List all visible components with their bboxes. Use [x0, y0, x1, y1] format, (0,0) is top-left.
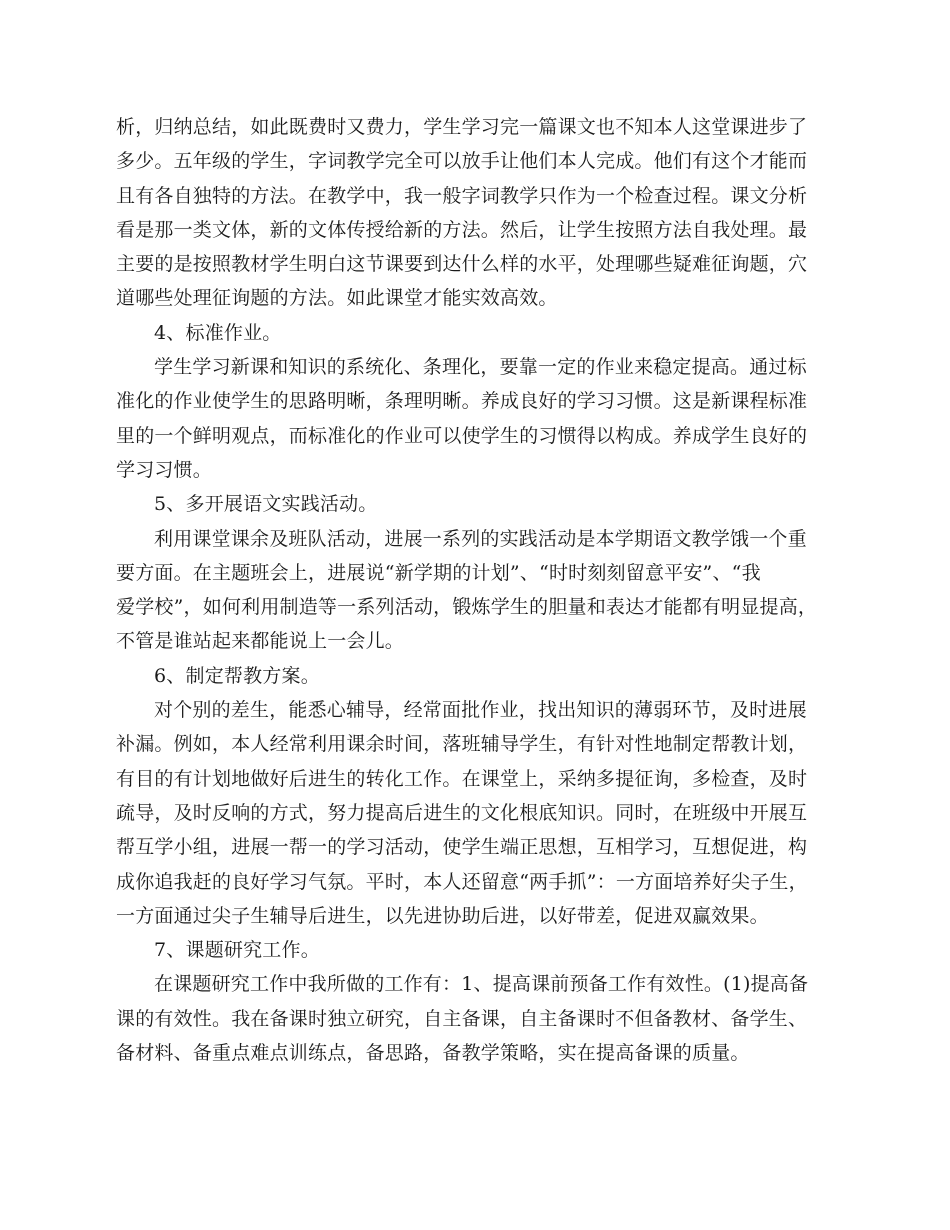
text-line: 道哪些处理征询题的方法。如此课堂才能实效高效。 — [116, 287, 558, 310]
section-heading: 7、课题研究工作。 — [154, 939, 320, 962]
text-line: 备材料、备重点难点训练点，备思路，备教学策略，实在提高备课的质量。 — [116, 1042, 750, 1065]
text-line: 一方面通过尖子生辅导后进生，以先进协助后进，以好带差，促进双赢效果。 — [116, 904, 769, 927]
section-heading: 4、标准作业。 — [154, 321, 282, 344]
text-line: 学生学习新课和知识的系统化、条理化，要靠一定的作业来稳定提高。通过标 — [154, 356, 807, 379]
text-line: 看是那一类文体，新的文体传授给新的方法。然后，让学生按照方法自我处理。最 — [116, 218, 808, 241]
text-line: 主要的是按照教材学生明白这节课要到达什么样的水平，处理哪些疑难征询题，穴 — [116, 253, 808, 276]
text-line: 爱学校”，如何利用制造等一系列活动，锻炼学生的胆量和表达才能都有明显提高， — [116, 596, 818, 619]
text-line: 析，归纳总结，如此既费时又费力，学生学习完一篇课文也不知本人这堂课进步了 — [116, 116, 808, 138]
text-line: 在课题研究工作中我所做的工作有：1、提高课前预备工作有效性。(1)提高备 — [154, 973, 809, 996]
text-line: 利用课堂课余及班队活动，进展一系列的实践活动是本学期语文教学饿一个重 — [154, 527, 807, 550]
text-line: 里的一个鲜明观点，而标准化的作业可以使学生的习惯得以构成。养成学生良好的 — [116, 424, 808, 447]
text-line: 多少。五年级的学生，字词教学完全可以放手让他们本人完成。他们有这个才能而 — [116, 150, 808, 173]
section-heading: 5、多开展语文实践活动。 — [154, 493, 378, 516]
document-body — [116, 110, 832, 1070]
text-line: 不管是谁站起来都能说上一会儿。 — [116, 630, 405, 653]
text-line: 准化的作业使学生的思路明晰，条理明晰。养成良好的学习习惯。这是新课程标准 — [116, 390, 808, 413]
text-line: 疏导，及时反响的方式，努力提高后进生的文化根底知识。同时，在班级中开展互 — [116, 801, 808, 824]
text-line: 课的有效性。我在备课时独立研究，自主备课，自主备课时不但备教材、备学生、 — [116, 1007, 808, 1030]
text-line: 且有各自独特的方法。在教学中，我一般字词教学只作为一个检查过程。课文分析 — [116, 184, 808, 207]
text-line: 学习习惯。 — [116, 458, 213, 481]
text-line: 有目的有计划地做好后进生的转化工作。在课堂上，采纳多提征询，多检查，及时 — [116, 767, 808, 790]
text-line: 成你追我赶的良好学习气氛。平时，本人还留意“两手抓”：一方面培养好尖子生， — [116, 870, 808, 893]
text-line: 帮互学小组，进展一帮一的学习活动，使学生端正思想，互相学习，互想促进，构 — [116, 836, 808, 859]
text-line: 要方面。在主题班会上，进展说“新学期的计划”、“时时刻刻留意平安”、“我 — [116, 561, 761, 584]
section-heading: 6、制定帮教方案。 — [154, 664, 320, 687]
text-line: 对个别的差生，能悉心辅导，经常面批作业，找出知识的薄弱环节，及时进展 — [154, 699, 807, 722]
text-line: 补漏。例如，本人经常利用课余时间，落班辅导学生，有针对性地制定帮教计划， — [116, 733, 808, 756]
